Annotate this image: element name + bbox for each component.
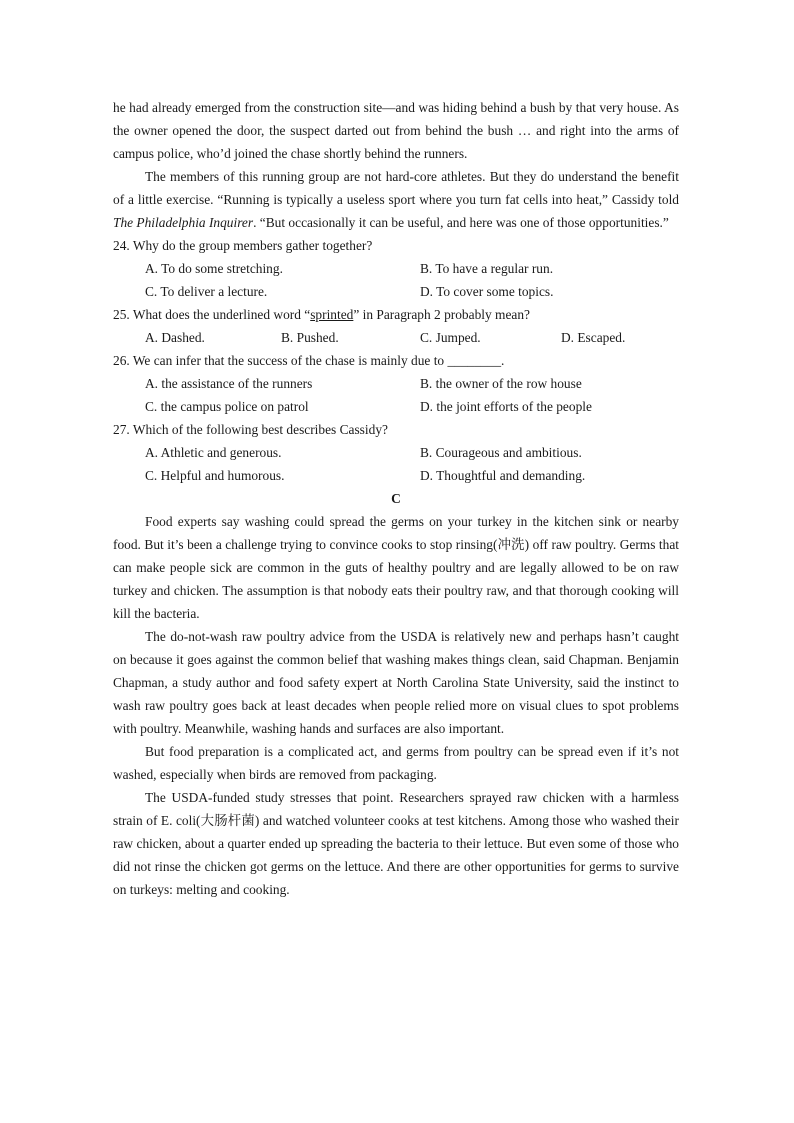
paragraph-running-group: The members of this running group are not hard-core athletes. But they do understand the benefit of a little exercise. “Running is typically a useless sport where you turn fat cells into heat,” Cassidy told The Philadelphia Inquirer. “But occasionally it can be useful, and here was one of those opportunities.”	[113, 169, 679, 230]
question-27-stem: 27. Which of the following best describes Cassidy?	[113, 422, 388, 437]
question-26-option-a: A. the assistance of the runners	[145, 376, 313, 391]
question-27-options-row-2	[113, 464, 679, 487]
question-25-options-row	[113, 326, 679, 349]
paragraph-b-continuation: he had already emerged from the construction site—and was hiding behind a bush by that very house. As the owner opened the door, the suspect darted out from behind the bush … and right into the arms of campus police, who’d joined the chase shortly behind the runners.	[113, 100, 679, 161]
question-25-stem: 25. What does the underlined word “sprinted” in Paragraph 2 probably mean?	[113, 307, 530, 322]
question-27-option-d: D. Thoughtful and demanding.	[420, 468, 586, 483]
section-c-paragraph-2: The do-not-wash raw poultry advice from the USDA is relatively new and perhaps hasn’t caught on because it goes against the common belief that washing makes things clean, said Chapman. Benjamin Chapman, a study author and food safety expert at North Carolina State University, said the instinct to wash raw poultry goes back at least decades when people relied more on visual clues to spot problems with poultry. Meanwhile, washing hands and surfaces are also important.	[113, 629, 679, 736]
question-24-option-c: C. To deliver a lecture.	[145, 284, 268, 299]
text-column	[113, 96, 679, 901]
newspaper-title: The Philadelphia Inquirer	[113, 215, 254, 230]
section-c-paragraph-3: But food preparation is a complicated act, and germs from poultry can be spread even if it’s not washed, especially when birds are removed from packaging.	[113, 744, 679, 782]
question-26-options-row-1	[113, 372, 679, 395]
question-27-option-b: B. Courageous and ambitious.	[420, 445, 582, 460]
question-24-option-b: B. To have a regular run.	[420, 261, 554, 276]
question-27-options-row-1	[113, 441, 679, 464]
section-c-paragraph-1: Food experts say washing could spread the germs on your turkey in the kitchen sink or nearby food. But it’s been a challenge trying to convince cooks to stop rinsing(冲洗) off raw poultry. Germs that can make people sick are common in the guts of healthy poultry and are legally allowed to be on raw turkey and chicken. The assumption is that nobody eats their poultry raw, and that thorough cooking will kill the bacteria.	[113, 514, 679, 621]
question-26-option-d: D. the joint efforts of the people	[420, 399, 592, 414]
question-26-option-b: B. the owner of the row house	[420, 376, 582, 391]
question-24-option-a: A. To do some stretching.	[145, 261, 283, 276]
question-25-option-c: C. Jumped.	[420, 330, 481, 345]
section-heading-c: C	[391, 491, 401, 506]
section-c-paragraph-4: The USDA-funded study stresses that point. Researchers sprayed raw chicken with a harmless strain of E. coli(大肠杆菌) and watched volunteer cooks at test kitchens. Among those who washed their raw chicken, about a quarter ended up spreading the bacteria to their lettuce. But even some of those who did not rinse the chicken got germs on the lettuce. And there are other opportunities for germs to survive on turkeys: melting and cooking.	[113, 790, 679, 897]
question-27-option-a: A. Athletic and generous.	[145, 445, 282, 460]
question-27-option-c: C. Helpful and humorous.	[145, 468, 285, 483]
question-24-stem: 24. Why do the group members gather together?	[113, 238, 373, 253]
question-25-option-d: D. Escaped.	[561, 330, 626, 345]
question-26-option-c: C. the campus police on patrol	[145, 399, 309, 414]
underlined-word: sprinted	[310, 307, 354, 322]
question-26-options-row-2	[113, 395, 679, 418]
question-25-option-a: A. Dashed.	[145, 330, 205, 345]
question-24-options-row-1	[113, 257, 679, 280]
question-25-option-b: B. Pushed.	[281, 330, 339, 345]
question-24-option-d: D. To cover some topics.	[420, 284, 554, 299]
question-24-options-row-2	[113, 280, 679, 303]
question-26-stem: 26. We can infer that the success of the chase is mainly due to ________.	[113, 353, 505, 368]
